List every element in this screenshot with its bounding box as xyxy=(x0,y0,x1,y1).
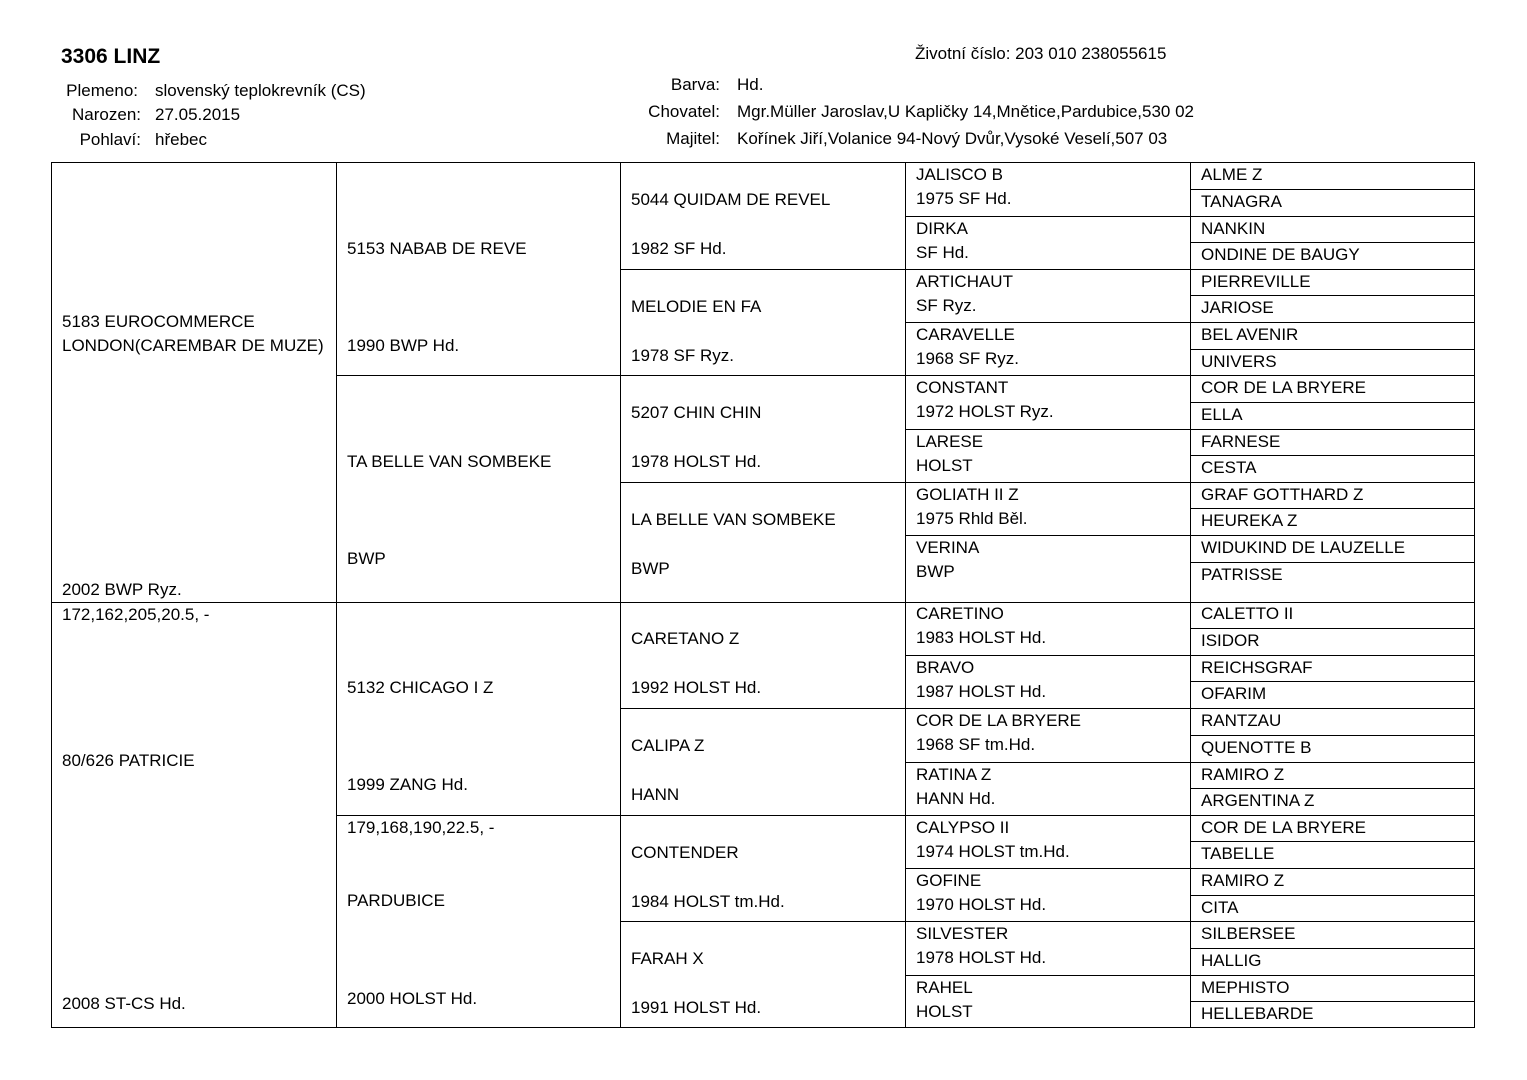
breeder-value: Mgr.Müller Jaroslav,U Kapličky 14,Mnětice,Pardubice,530 02 xyxy=(737,102,1195,121)
gen3-cell xyxy=(620,375,905,482)
gen4-name: CARAVELLE xyxy=(916,325,1015,344)
gen3-name: CALIPA Z xyxy=(631,736,705,755)
gen4-name: COR DE LA BRYERE xyxy=(916,711,1082,730)
gen2-name: TA BELLE VAN SOMBEKE xyxy=(347,452,552,471)
gen4-details: 1987 HOLST Hd. xyxy=(916,682,1047,701)
gen5-name: COR DE LA BRYERE xyxy=(1201,818,1367,837)
gen4-cell xyxy=(905,975,1190,1027)
life-number: Životní číslo: 203 010 238055615 xyxy=(915,44,1167,63)
gen4-cell xyxy=(905,708,1190,762)
gen4-name: CARETINO xyxy=(916,604,1004,623)
gen5-cell xyxy=(1190,628,1474,656)
gen4-details: 1972 HOLST Ryz. xyxy=(916,402,1054,421)
gen5-name: CITA xyxy=(1201,898,1239,917)
gen5-name: ISIDOR xyxy=(1201,631,1260,650)
gen3-cell xyxy=(620,602,905,709)
gen5-cell xyxy=(1190,921,1474,949)
gen5-name: ONDINE DE BAUGY xyxy=(1201,245,1360,264)
gen5-cell xyxy=(1190,841,1474,869)
gen3-details: 1991 HOLST Hd. xyxy=(631,998,762,1017)
gen3-cell xyxy=(620,482,905,602)
gen4-details: 1975 Rhld Běl. xyxy=(916,509,1028,528)
gen3-cell xyxy=(620,708,905,815)
gen5-cell xyxy=(1190,269,1474,296)
gen4-cell xyxy=(905,322,1190,376)
gen3-details: BWP xyxy=(631,559,670,578)
gen4-cell xyxy=(905,375,1190,429)
gen4-details: 1968 SF Ryz. xyxy=(916,349,1019,368)
gen3-name: 5207 CHIN CHIN xyxy=(631,403,762,422)
gen4-details: SF Hd. xyxy=(916,243,969,262)
gen4-details: 1974 HOLST tm.Hd. xyxy=(916,842,1070,861)
sire-name-line1: 5183 EUROCOMMERCE xyxy=(62,312,255,331)
gen4-details: 1975 SF Hd. xyxy=(916,189,1012,208)
gen5-name: COR DE LA BRYERE xyxy=(1201,378,1367,397)
owner-value: Kořínek Jiří,Volanice 94-Nový Dvůr,Vysoké Veselí,507 03 xyxy=(737,129,1168,148)
gen5-name: HELLEBARDE xyxy=(1201,1004,1314,1023)
gen5-cell xyxy=(1190,242,1474,269)
gen5-name: TANAGRA xyxy=(1201,192,1282,211)
color-label: Barva: xyxy=(670,75,720,94)
pedigree-table xyxy=(51,162,1475,1028)
gen5-name: GRAF GOTTHARD Z xyxy=(1201,485,1364,504)
gen5-name: HEUREKA Z xyxy=(1201,511,1298,530)
sire-name-line2: LONDON(CAREMBAR DE MUZE) xyxy=(62,336,324,355)
gen3-cell xyxy=(620,921,905,1027)
gen4-name: LARESE xyxy=(916,432,984,451)
gen5-cell xyxy=(1190,708,1474,735)
gen2-details: 2000 HOLST Hd. xyxy=(347,989,478,1008)
gen5-cell xyxy=(1190,762,1474,789)
gen5-cell xyxy=(1190,975,1474,1002)
gen5-name: PATRISSE xyxy=(1201,565,1283,584)
sire-details: 2002 BWP Ryz. xyxy=(62,580,182,599)
gen4-details: 1978 HOLST Hd. xyxy=(916,948,1047,967)
owner-label: Majitel: xyxy=(666,129,720,148)
gen2-cell xyxy=(336,815,621,1027)
gen4-cell xyxy=(905,762,1190,815)
gen5-name: FARNESE xyxy=(1201,432,1281,451)
gen4-name: DIRKA xyxy=(916,219,968,238)
gen2-measurements: 179,168,190,22.5, - xyxy=(347,818,495,837)
gen2-name: 5132 CHICAGO I Z xyxy=(347,678,494,697)
gen5-name: WIDUKIND DE LAUZELLE xyxy=(1201,538,1406,557)
gen4-cell xyxy=(905,163,1190,216)
gen5-name: UNIVERS xyxy=(1201,352,1277,371)
gen4-cell xyxy=(905,535,1190,602)
gen5-cell xyxy=(1190,295,1474,322)
gen4-details: HOLST xyxy=(916,456,973,475)
gen5-name: QUENOTTE B xyxy=(1201,738,1312,757)
gen3-details: 1992 HOLST Hd. xyxy=(631,678,762,697)
gen5-name: CESTA xyxy=(1201,458,1257,477)
gen4-details: 1983 HOLST Hd. xyxy=(916,628,1047,647)
gen5-name: TABELLE xyxy=(1201,844,1275,863)
gen4-cell xyxy=(905,429,1190,482)
gen3-cell xyxy=(620,163,905,269)
gen4-details: SF Ryz. xyxy=(916,296,977,315)
gen5-cell xyxy=(1190,349,1474,376)
gen5-name: CALETTO II xyxy=(1201,604,1294,623)
gen5-name: RAMIRO Z xyxy=(1201,871,1285,890)
dam-details: 2008 ST-CS Hd. xyxy=(62,994,186,1013)
gen2-name: PARDUBICE xyxy=(347,891,445,910)
gen5-cell xyxy=(1190,1001,1474,1027)
gen5-name: SILBERSEE xyxy=(1201,924,1296,943)
gen5-cell xyxy=(1190,455,1474,482)
gen3-cell xyxy=(620,815,905,922)
sire-cell xyxy=(52,163,337,602)
gen5-cell xyxy=(1190,189,1474,216)
gen2-details: 1990 BWP Hd. xyxy=(347,336,460,355)
gen4-details: HANN Hd. xyxy=(916,789,996,808)
gen4-details: 1970 HOLST Hd. xyxy=(916,895,1047,914)
sex-value: hřebec xyxy=(155,130,207,149)
gen3-cell xyxy=(620,269,905,376)
gen4-cell xyxy=(905,815,1190,869)
gen5-name: RANTZAU xyxy=(1201,711,1282,730)
gen4-name: JALISCO B xyxy=(916,165,1003,184)
gen4-name: VERINA xyxy=(916,538,980,557)
breeder-label: Chovatel: xyxy=(648,102,720,121)
gen5-name: ARGENTINA Z xyxy=(1201,791,1315,810)
gen5-cell xyxy=(1190,815,1474,842)
breed-value: slovenský teplokrevník (CS) xyxy=(155,81,366,100)
gen5-cell xyxy=(1190,375,1474,402)
gen3-name: LA BELLE VAN SOMBEKE xyxy=(631,510,836,529)
gen4-name: ARTICHAUT xyxy=(916,272,1013,291)
gen5-cell xyxy=(1190,216,1474,243)
gen5-cell xyxy=(1190,788,1474,815)
gen5-name: PIERREVILLE xyxy=(1201,272,1311,291)
gen5-cell xyxy=(1190,735,1474,762)
gen4-name: GOFINE xyxy=(916,871,982,890)
gen5-name: NANKIN xyxy=(1201,219,1266,238)
gen5-name: REICHSGRAF xyxy=(1201,658,1313,677)
gen3-name: 5044 QUIDAM DE REVEL xyxy=(631,190,831,209)
gen4-cell xyxy=(905,921,1190,975)
gen5-name: MEPHISTO xyxy=(1201,978,1290,997)
gen5-cell xyxy=(1190,508,1474,536)
gen5-cell xyxy=(1190,163,1474,190)
gen4-cell xyxy=(905,655,1190,709)
gen3-details: 1982 SF Hd. xyxy=(631,239,727,258)
page-title: 3306 LINZ xyxy=(61,45,161,68)
gen2-cell xyxy=(336,375,621,602)
gen3-details: 1984 HOLST tm.Hd. xyxy=(631,892,785,911)
gen2-cell xyxy=(336,163,621,376)
gen3-name: CARETANO Z xyxy=(631,629,740,648)
gen3-details: 1978 HOLST Hd. xyxy=(631,452,762,471)
gen4-name: RATINA Z xyxy=(916,765,992,784)
gen5-cell xyxy=(1190,681,1474,709)
color-value: Hd. xyxy=(737,75,764,94)
gen5-cell xyxy=(1190,482,1474,509)
gen4-name: BRAVO xyxy=(916,658,975,677)
dam-measurements: 172,162,205,20.5, - xyxy=(62,605,210,624)
gen5-name: BEL AVENIR xyxy=(1201,325,1299,344)
dam-name: 80/626 PATRICIE xyxy=(62,751,195,770)
gen5-name: ELLA xyxy=(1201,405,1243,424)
gen4-cell xyxy=(905,868,1190,922)
gen4-name: RAHEL xyxy=(916,978,973,997)
gen4-name: CONSTANT xyxy=(916,378,1009,397)
gen4-cell xyxy=(905,216,1190,269)
gen5-cell xyxy=(1190,895,1474,922)
gen5-name: OFARIM xyxy=(1201,684,1267,703)
gen5-name: ALME Z xyxy=(1201,165,1263,184)
born-label: Narozen: xyxy=(72,105,141,124)
gen4-details: HOLST xyxy=(916,1002,973,1021)
gen5-name: JARIOSE xyxy=(1201,298,1274,317)
gen5-cell xyxy=(1190,322,1474,349)
gen4-cell xyxy=(905,602,1190,655)
gen2-name: 5153 NABAB DE REVE xyxy=(347,239,527,258)
gen5-cell xyxy=(1190,602,1474,629)
breed-label: Plemeno: xyxy=(66,81,138,100)
gen5-name: HALLIG xyxy=(1201,951,1262,970)
gen3-details: 1978 SF Ryz. xyxy=(631,346,734,365)
gen4-details: 1968 SF tm.Hd. xyxy=(916,735,1036,754)
gen5-cell xyxy=(1190,402,1474,429)
gen3-name: FARAH X xyxy=(631,949,704,968)
gen5-cell xyxy=(1190,535,1474,562)
gen4-details: BWP xyxy=(916,562,955,581)
dam-cell xyxy=(52,602,337,1027)
gen5-cell xyxy=(1190,655,1474,682)
sex-label: Pohlaví: xyxy=(79,130,141,149)
gen2-details: BWP xyxy=(347,549,386,568)
gen3-name: CONTENDER xyxy=(631,843,739,862)
gen5-name: RAMIRO Z xyxy=(1201,765,1285,784)
gen5-cell xyxy=(1190,562,1474,602)
gen5-cell xyxy=(1190,948,1474,975)
gen3-name: MELODIE EN FA xyxy=(631,297,762,316)
gen5-cell xyxy=(1190,429,1474,456)
gen4-cell xyxy=(905,269,1190,322)
gen4-name: SILVESTER xyxy=(916,924,1009,943)
gen2-cell xyxy=(336,602,621,815)
gen4-name: CALYPSO II xyxy=(916,818,1010,837)
gen4-cell xyxy=(905,482,1190,536)
gen2-details: 1999 ZANG Hd. xyxy=(347,775,468,794)
born-value: 27.05.2015 xyxy=(155,105,241,124)
gen5-cell xyxy=(1190,868,1474,895)
gen3-details: HANN xyxy=(631,785,680,804)
gen4-name: GOLIATH II Z xyxy=(916,485,1019,504)
